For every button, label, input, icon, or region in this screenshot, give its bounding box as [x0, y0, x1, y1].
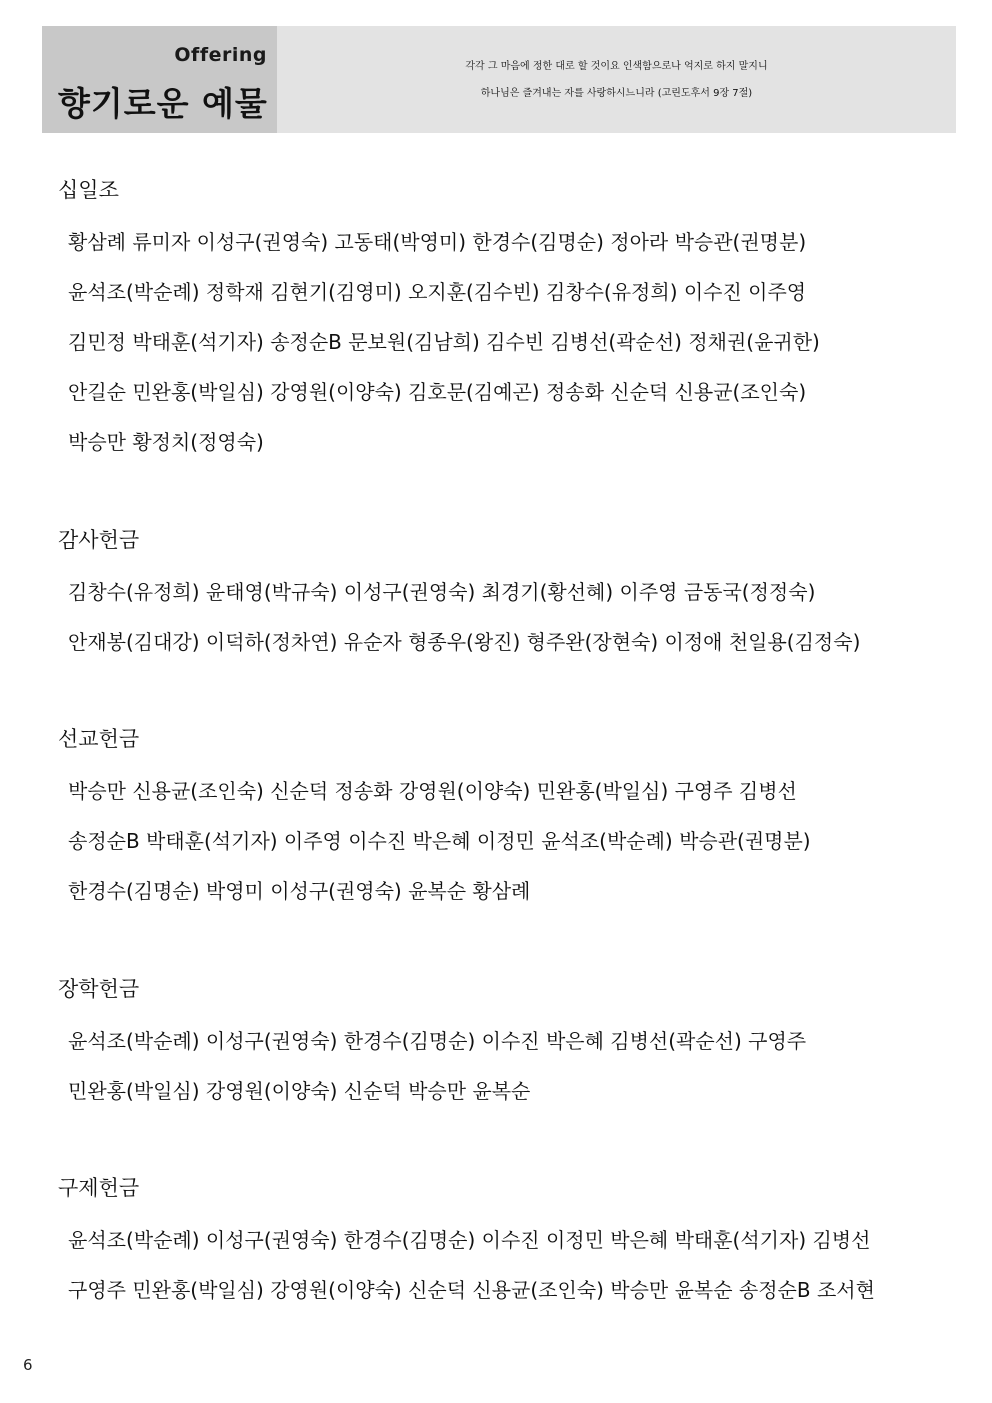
name-line: 황삼례 류미자 이성구(권영숙) 고동태(박영미) 한경수(김명순) 정아라 박승관(권명분) — [68, 230, 807, 254]
section-title: 선교헌금 — [58, 727, 140, 751]
bible-verse — [277, 53, 956, 107]
name-line: 송정순B 박태훈(석기자) 이주영 이수진 박은혜 이정민 윤석조(박순례) 박승관(권명분) — [68, 829, 811, 853]
name-line: 한경수(김명순) 박영미 이성구(권영숙) 윤복순 황삼례 — [68, 879, 531, 903]
name-line: 윤석조(박순례) 이성구(권영숙) 한경수(김명순) 이수진 박은혜 김병선(곽순선) 구영주 — [68, 1029, 807, 1053]
name-line: 박승만 신용균(조인숙) 신순덕 정송화 강영원(이양숙) 민완홍(박일심) 구영주 김병선 — [68, 779, 797, 803]
offering-header — [42, 26, 956, 133]
page-title: 향기로운 예물 — [58, 84, 268, 123]
verse-line: 각각 그 마음에 정한 대로 할 것이요 인색함으로나 억지로 하지 말지니 — [465, 61, 768, 72]
name-line: 안길순 민완홍(박일심) 강영원(이양숙) 김호문(김예곤) 정송화 신순덕 신용균(조인숙) — [68, 380, 807, 404]
name-line: 김민정 박태훈(석기자) 송정순B 문보원(김남희) 김수빈 김병선(곽순선) 정채권(윤귀한) — [68, 330, 820, 354]
header-subtitle: Offering — [174, 44, 267, 66]
name-line: 윤석조(박순례) 정학재 김현기(김영미) 오지훈(김수빈) 김창수(유정희) 이수진 이주영 — [68, 280, 807, 304]
section-title: 십일조 — [58, 178, 119, 202]
section-title: 감사헌금 — [58, 528, 140, 552]
name-line: 윤석조(박순례) 이성구(권영숙) 한경수(김명순) 이수진 이정민 박은혜 박태훈(석기자) 김병선 — [68, 1228, 871, 1252]
name-line: 김창수(유정희) 윤태영(박규숙) 이성구(권영숙) 최경기(황선혜) 이주영 금동국(정정숙) — [68, 580, 816, 604]
name-line: 안재봉(김대강) 이덕하(정차연) 유순자 형종우(왕진) 형주완(장현숙) 이정애 천일용(김정숙) — [68, 630, 861, 654]
name-line: 민완홍(박일심) 강영원(이양숙) 신순덕 박승만 윤복순 — [68, 1079, 531, 1103]
name-line: 박승만 황정치(정영숙) — [68, 430, 264, 454]
name-line: 구영주 민완홍(박일심) 강영원(이양숙) 신순덕 신용균(조인숙) 박승만 윤복순 송정순B 조서현 — [68, 1278, 875, 1302]
verse-line: 하나님은 즐겨내는 자를 사랑하시느니라 (고린도후서 9장 7절) — [480, 88, 753, 99]
header-title-block — [42, 26, 277, 133]
section-title: 구제헌금 — [58, 1176, 140, 1200]
page-number: 6 — [23, 1356, 33, 1374]
section-title: 장학헌금 — [58, 977, 140, 1001]
